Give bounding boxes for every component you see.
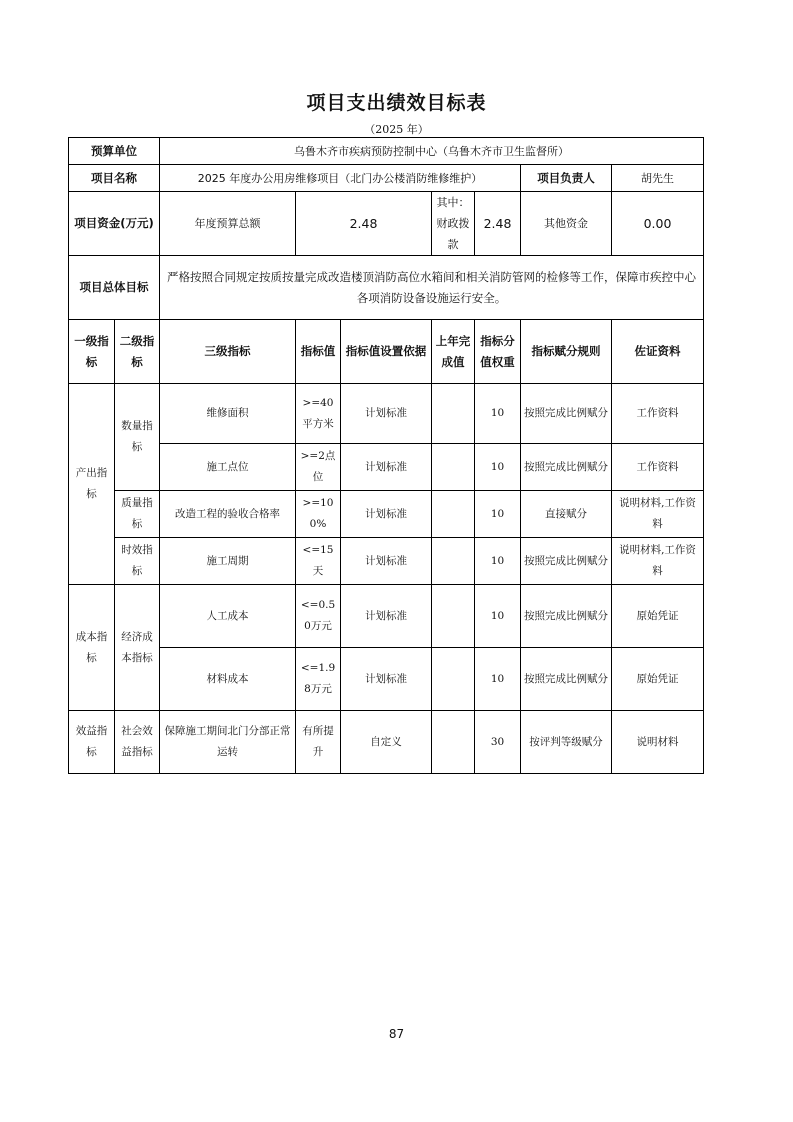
header-cell: 指标赋分规则: [521, 320, 612, 384]
header-row: [69, 320, 704, 384]
indicator-cell: 保障施工期间北门分部正常运转: [160, 711, 296, 774]
level1-benefit: 效益指标: [69, 711, 115, 774]
fund-row: [69, 192, 704, 256]
project-owner-value: 胡先生: [612, 165, 704, 192]
basis-cell: 计划标准: [341, 648, 432, 711]
rule-cell: 按照完成比例赋分: [521, 384, 612, 444]
last-year-cell: [432, 585, 475, 648]
other-funds-value: 0.00: [612, 192, 704, 256]
table-row: [69, 648, 704, 711]
table-row: [69, 491, 704, 538]
basis-cell: 计划标准: [341, 538, 432, 585]
level2-quality: 质量指标: [115, 491, 160, 538]
basis-cell: 计划标准: [341, 491, 432, 538]
project-name-value: 2025 年度办公用房维修项目（北门办公楼消防维修维护）: [160, 165, 521, 192]
evidence-cell: 说明材料: [612, 711, 704, 774]
last-year-cell: [432, 491, 475, 538]
level2-timeliness: 时效指标: [115, 538, 160, 585]
indicator-value: >=40平方米: [296, 384, 341, 444]
indicator-cell: 改造工程的验收合格率: [160, 491, 296, 538]
header-cell: 指标值设置依据: [341, 320, 432, 384]
evidence-cell: 工作资料: [612, 444, 704, 491]
last-year-cell: [432, 384, 475, 444]
last-year-cell: [432, 648, 475, 711]
project-owner-label: 项目负责人: [521, 165, 612, 192]
indicator-cell: 人工成本: [160, 585, 296, 648]
weight-cell: 10: [475, 585, 521, 648]
project-name-label: 项目名称: [69, 165, 160, 192]
page-title: 项目支出绩效目标表: [306, 92, 487, 114]
indicator-value: <=0.50万元: [296, 585, 341, 648]
table-row: [69, 384, 704, 444]
weight-cell: 10: [475, 384, 521, 444]
indicator-value: <=15天: [296, 538, 341, 585]
goal-label: 项目总体目标: [69, 256, 160, 320]
budget-unit-value: 乌鲁木齐市疾病预防控制中心（乌鲁木齐市卫生监督所）: [160, 138, 704, 165]
header-cell: 上年完成值: [432, 320, 475, 384]
weight-cell: 10: [475, 491, 521, 538]
weight-cell: 10: [475, 444, 521, 491]
other-funds-label: 其他资金: [521, 192, 612, 256]
page-number: 87: [388, 1027, 405, 1041]
indicator-value: >=2点位: [296, 444, 341, 491]
indicator-cell: 维修面积: [160, 384, 296, 444]
evidence-cell: 原始凭证: [612, 585, 704, 648]
budget-unit-row: [69, 138, 704, 165]
evidence-cell: 说明材料,工作资料: [612, 491, 704, 538]
weight-cell: 10: [475, 648, 521, 711]
basis-cell: 计划标准: [341, 384, 432, 444]
goal-row: [69, 256, 704, 320]
fiscal-label: 其中：财政拨款: [432, 192, 475, 256]
level1-cost: 成本指标: [69, 585, 115, 711]
table-row: [69, 711, 704, 774]
rule-cell: 按评判等级赋分: [521, 711, 612, 774]
header-cell: 三级指标: [160, 320, 296, 384]
indicator-cell: 材料成本: [160, 648, 296, 711]
goal-text: 严格按照合同规定按质按量完成改造楼顶消防高位水箱间和相关消防管网的检修等工作，保障市疾控中心各项消防设备设施运行安全。: [160, 256, 704, 320]
indicator-value: 有所提升: [296, 711, 341, 774]
indicator-value: >=100%: [296, 491, 341, 538]
rule-cell: 按照完成比例赋分: [521, 538, 612, 585]
rule-cell: 按照完成比例赋分: [521, 585, 612, 648]
level2-economic-cost: 经济成本指标: [115, 585, 160, 711]
header-cell: 二级指标: [115, 320, 160, 384]
annual-budget-value: 2.48: [296, 192, 432, 256]
indicator-cell: 施工点位: [160, 444, 296, 491]
project-name-row: [69, 165, 704, 192]
basis-cell: 计划标准: [341, 444, 432, 491]
basis-cell: 自定义: [341, 711, 432, 774]
rule-cell: 按照完成比例赋分: [521, 444, 612, 491]
table-row: [69, 444, 704, 491]
last-year-cell: [432, 444, 475, 491]
table-row: [69, 585, 704, 648]
evidence-cell: 说明材料,工作资料: [612, 538, 704, 585]
last-year-cell: [432, 538, 475, 585]
indicator-cell: 施工周期: [160, 538, 296, 585]
last-year-cell: [432, 711, 475, 774]
level1-output: 产出指标: [69, 384, 115, 585]
rule-cell: 直接赋分: [521, 491, 612, 538]
fund-label: 项目资金(万元): [69, 192, 160, 256]
header-cell: 指标分值权重: [475, 320, 521, 384]
weight-cell: 10: [475, 538, 521, 585]
header-cell: 指标值: [296, 320, 341, 384]
rule-cell: 按照完成比例赋分: [521, 648, 612, 711]
evidence-cell: 原始凭证: [612, 648, 704, 711]
level2-social-benefit: 社会效益指标: [115, 711, 160, 774]
budget-unit-label: 预算单位: [69, 138, 160, 165]
year-subtitle: （2025 年）: [364, 123, 429, 136]
table-row: [69, 538, 704, 585]
annual-budget-label: 年度预算总额: [160, 192, 296, 256]
indicator-value: <=1.98万元: [296, 648, 341, 711]
level2-quantity: 数量指标: [115, 384, 160, 491]
performance-table: [68, 137, 704, 774]
evidence-cell: 工作资料: [612, 384, 704, 444]
basis-cell: 计划标准: [341, 585, 432, 648]
fiscal-value: 2.48: [475, 192, 521, 256]
header-cell: 一级指标: [69, 320, 115, 384]
header-cell: 佐证资料: [612, 320, 704, 384]
weight-cell: 30: [475, 711, 521, 774]
